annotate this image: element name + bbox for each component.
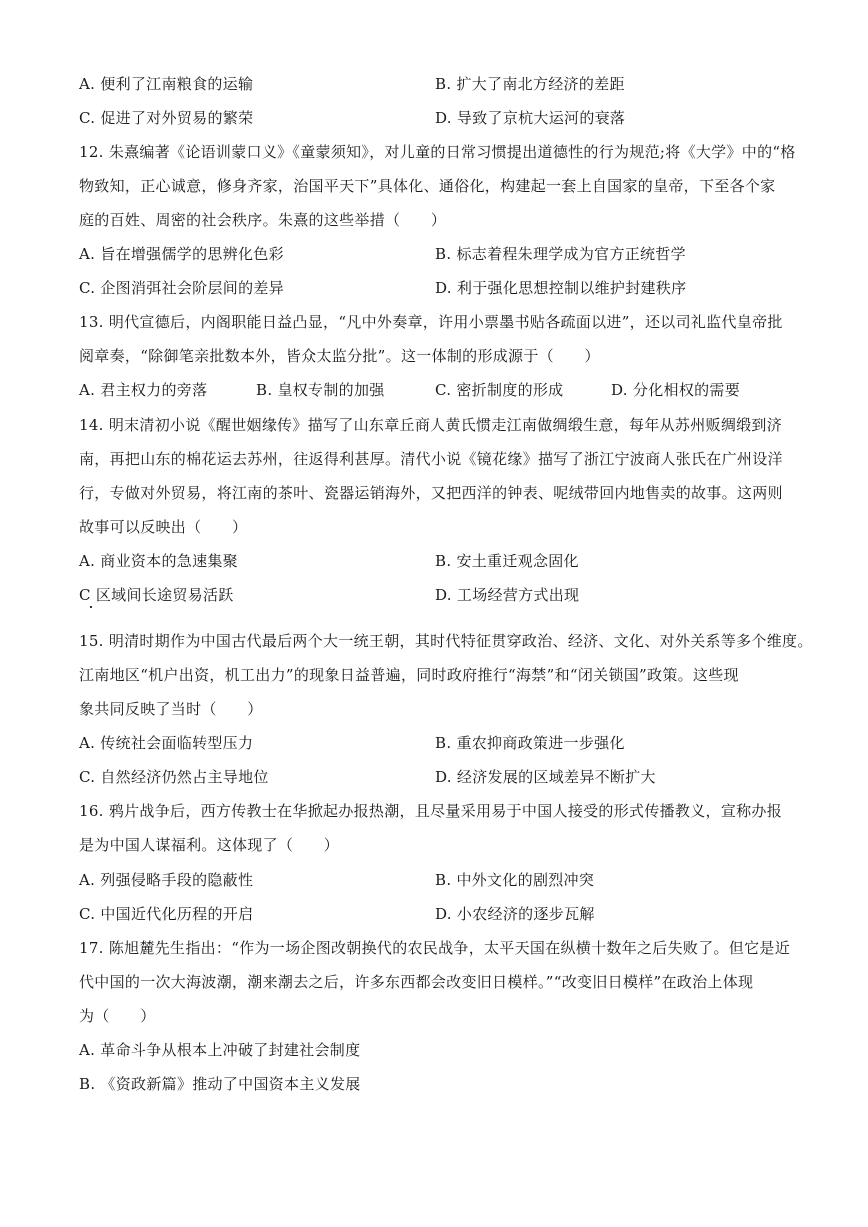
q12-option-d: D. 利于强化思想控制以维护封建秩序 <box>435 279 687 297</box>
q16-option-b: B. 中外文化的剧烈冲突 <box>435 871 595 889</box>
q14-stem-line-3: 行，专做对外贸易，将江南的茶叶、瓷器运销海外，又把西洋的钟表、呢绒带回内地售卖的故事。这两则 <box>79 484 783 502</box>
q12-stem-line-3: 庭的百姓、周密的社会秩序。朱熹的这些举措（ ） <box>79 211 447 229</box>
q14-option-a: A. 商业资本的急速集聚 <box>79 552 238 570</box>
stray-mark <box>90 606 92 608</box>
q13-stem-line-2: 阅章奏，“除御笔亲批数本外，皆众太监分批”。这一体制的形成源于（ ） <box>79 347 600 365</box>
q17-stem-line-1: 17. 陈旭麓先生指出：“作为一场企图改朝换代的农民战争，太平天国在纵横十数年之后失败了。但它是近 <box>79 939 790 957</box>
q12-option-c: C. 企图消弭社会阶层间的差异 <box>79 279 284 297</box>
q12-stem-line-2: 物致知，正心诚意，修身齐家，治国平天下”具体化、通俗化，构建起一套上自国家的皇帝，下至各个家 <box>79 177 776 195</box>
q15-option-a: A. 传统社会面临转型压力 <box>79 734 254 752</box>
q11-option-c: C. 促进了对外贸易的繁荣 <box>79 109 254 127</box>
q11-option-d: D. 导致了京杭大运河的衰落 <box>435 109 626 127</box>
q14-stem-line-4: 故事可以反映出（ ） <box>79 518 248 536</box>
q15-option-c: C. 自然经济仍然占主导地位 <box>79 768 269 786</box>
q14-option-c: C 区域间长途贸易活跃 <box>79 586 234 604</box>
q15-option-d: D. 经济发展的区域差异不断扩大 <box>435 768 656 786</box>
q12-stem-line-1: 12. 朱熹编著《论语训蒙口义》《童蒙须知》，对儿童的日常习惯提出道德性的行为规范;将《大学》中的“格 <box>79 143 796 161</box>
q14-option-d: D. 工场经营方式出现 <box>435 586 580 604</box>
q17-stem-line-3: 为（ ） <box>79 1007 156 1025</box>
q16-stem-line-2: 是为中国人谋福利。这体现了（ ） <box>79 836 340 854</box>
q16-option-a: A. 列强侵略手段的隐蔽性 <box>79 871 254 889</box>
q14-stem-line-1: 14. 明末清初小说《醒世姻缘传》描写了山东章丘商人黄氏惯走江南做绸缎生意，每年从苏州贩绸缎到济 <box>79 416 783 434</box>
q13-stem-line-1: 13. 明代宣德后，内阁职能日益凸显，“凡中外奏章，许用小票墨书贴各疏面以进”，还以司礼监代皇帝批 <box>79 313 783 331</box>
q17-option-a: A. 革命斗争从根本上冲破了封建社会制度 <box>79 1041 361 1059</box>
q15-stem-line-1: 15. 明清时期作为中国古代最后两个大一统王朝，其时代特征贯穿政治、经济、文化、对外关系等多个维度。 <box>79 632 813 650</box>
q16-option-c: C. 中国近代化历程的开启 <box>79 905 254 923</box>
q12-option-b: B. 标志着程朱理学成为官方正统哲学 <box>435 245 686 263</box>
q14-option-b: B. 安土重迁观念固化 <box>435 552 579 570</box>
q16-option-d: D. 小农经济的逐步瓦解 <box>435 905 595 923</box>
q15-stem-line-3: 象共同反映了当时（ ） <box>79 700 263 718</box>
q14-stem-line-2: 南，再把山东的棉花运去苏州，往返得利甚厚。清代小说《镜花缘》描写了浙江宁波商人张氏在广州设洋 <box>79 450 783 468</box>
q17-stem-line-2: 代中国的一次大海波潮，潮来潮去之后，许多东西都会改变旧日模样。”“改变旧日模样”在政治上体现 <box>79 973 754 991</box>
q15-stem-line-2: 江南地区“机户出资，机工出力”的现象日益普遍，同时政府推行“海禁”和“闭关锁国”政策。这些现 <box>79 666 739 684</box>
q13-option-c: C. 密折制度的形成 <box>435 381 564 399</box>
q15-option-b: B. 重农抑商政策进一步强化 <box>435 734 625 752</box>
q16-stem-line-1: 16. 鸦片战争后，西方传教士在华掀起办报热潮，且尽量采用易于中国人接受的形式传播教义，宣称办报 <box>79 802 783 820</box>
q13-option-b: B. 皇权专制的加强 <box>256 381 385 399</box>
q11-option-b: B. 扩大了南北方经济的差距 <box>435 75 625 93</box>
q17-option-b: B. 《资政新篇》推动了中国资本主义发展 <box>79 1075 361 1093</box>
q13-option-d: D. 分化相权的需要 <box>611 381 741 399</box>
q12-option-a: A. 旨在增强儒学的思辨化色彩 <box>79 245 284 263</box>
q11-option-a: A. 便利了江南粮食的运输 <box>79 75 254 93</box>
q13-option-a: A. 君主权力的旁落 <box>79 381 208 399</box>
